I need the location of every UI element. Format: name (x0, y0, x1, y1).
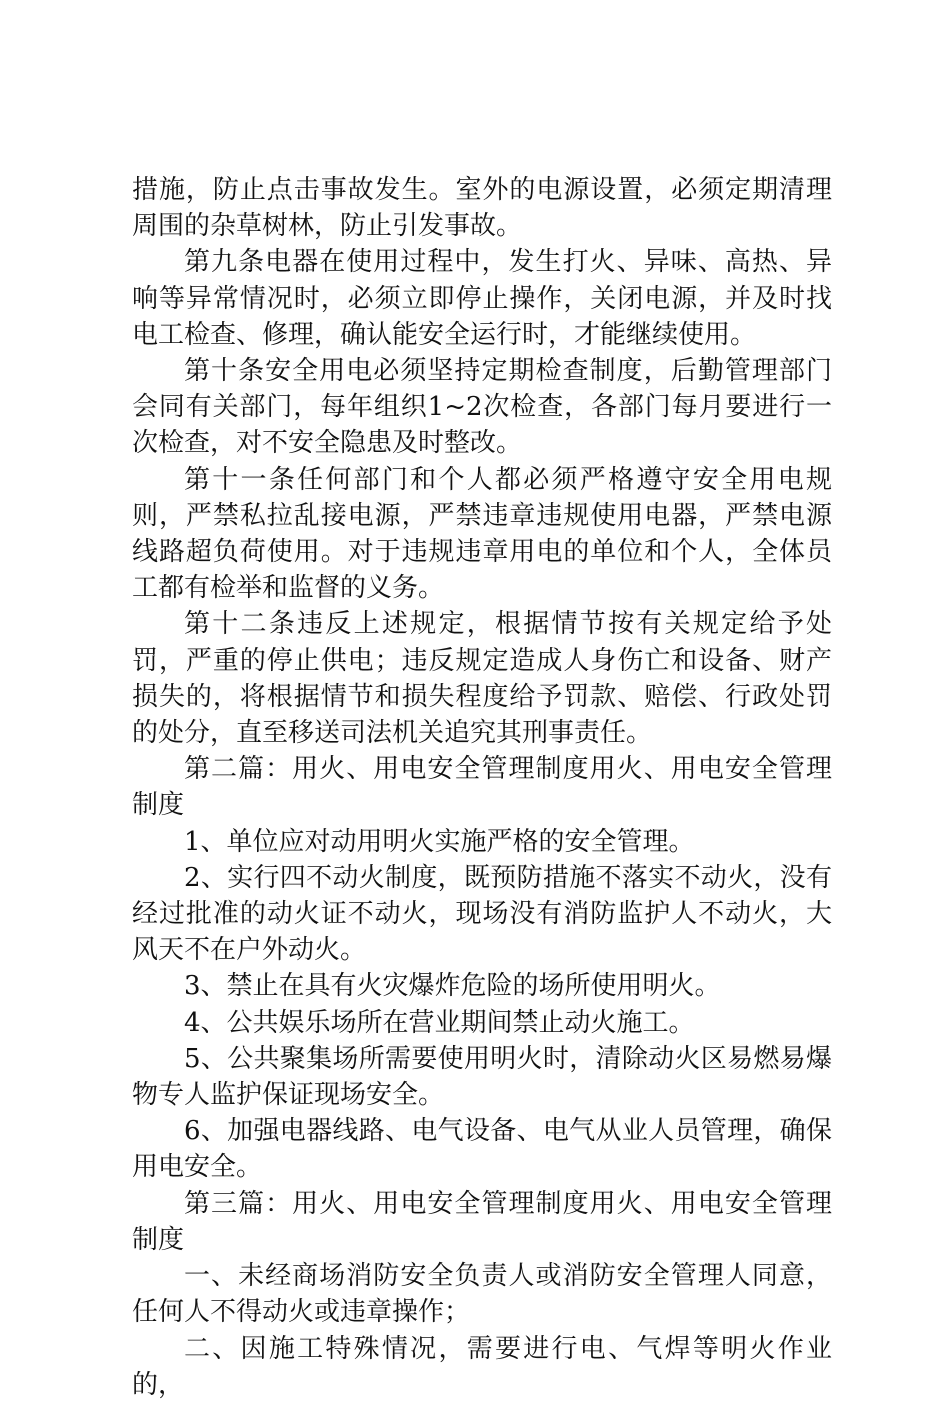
section-heading-part-3: 第三篇：用火、用电安全管理制度用火、用电安全管理制度 (132, 1188, 832, 1255)
paragraph-article-12: 第十二条违反上述规定，根据情节按有关规定给予处罚，严重的停止供电；违反规定造成人身伤亡和设备、财产损失的，将根据情节和损失程度给予罚款、赔偿、行政处罚的处分，直至移送司法机关追究其刑事责任。 (132, 609, 832, 749)
document-body (132, 172, 832, 1403)
list-item-6: 6、加强电器线路、电气设备、电气从业人员管理，确保用电安全。 (132, 1116, 832, 1183)
paragraph-article-9: 第九条电器在使用过程中，发生打火、异味、高热、异响等异常情况时，必须立即停止操作，关闭电源，并及时找电工检查、修理，确认能安全运行时，才能继续使用。 (132, 247, 832, 350)
list-item-3: 3、禁止在具有火灾爆炸危险的场所使用明火。 (184, 971, 721, 1002)
list-item-1: 1、单位应对动用明火实施严格的安全管理。 (184, 826, 695, 857)
list-item-two: 二、因施工特殊情况，需要进行电、气焊等明火作业的， (132, 1333, 832, 1400)
section-heading-part-2: 第二篇：用火、用电安全管理制度用火、用电安全管理制度 (132, 754, 832, 821)
paragraph-article-10: 第十条安全用电必须坚持定期检查制度，后勤管理部门会同有关部门，每年组织1~2次检查，各部门每月要进行一次检查，对不安全隐患及时整改。 (132, 356, 832, 459)
list-item-5: 5、公共聚集场所需要使用明火时，清除动火区易燃易爆物专人监护保证现场安全。 (132, 1043, 832, 1111)
paragraph-article-11: 第十一条任何部门和个人都必须严格遵守安全用电规则，严禁私拉乱接电源，严禁违章违规使用电器，严禁电源线路超负荷使用。对于违规违章用电的单位和个人，全体员工都有检举和监督的义务。 (132, 464, 832, 604)
paragraph-continuation: 措施，防止点击事故发生。室外的电源设置，必须定期清理周围的杂草树林，防止引发事故。 (132, 175, 832, 242)
list-item-2: 2、实行四不动火制度，既预防措施不落实不动火，没有经过批准的动火证不动火，现场没有消防监护人不动火，大风天不在户外动火。 (132, 862, 832, 966)
list-item-one: 一、未经商场消防安全负责人或消防安全管理人同意，任何人不得动火或违章操作； (132, 1261, 832, 1328)
list-item-4: 4、公共娱乐场所在营业期间禁止动火施工。 (184, 1007, 695, 1038)
